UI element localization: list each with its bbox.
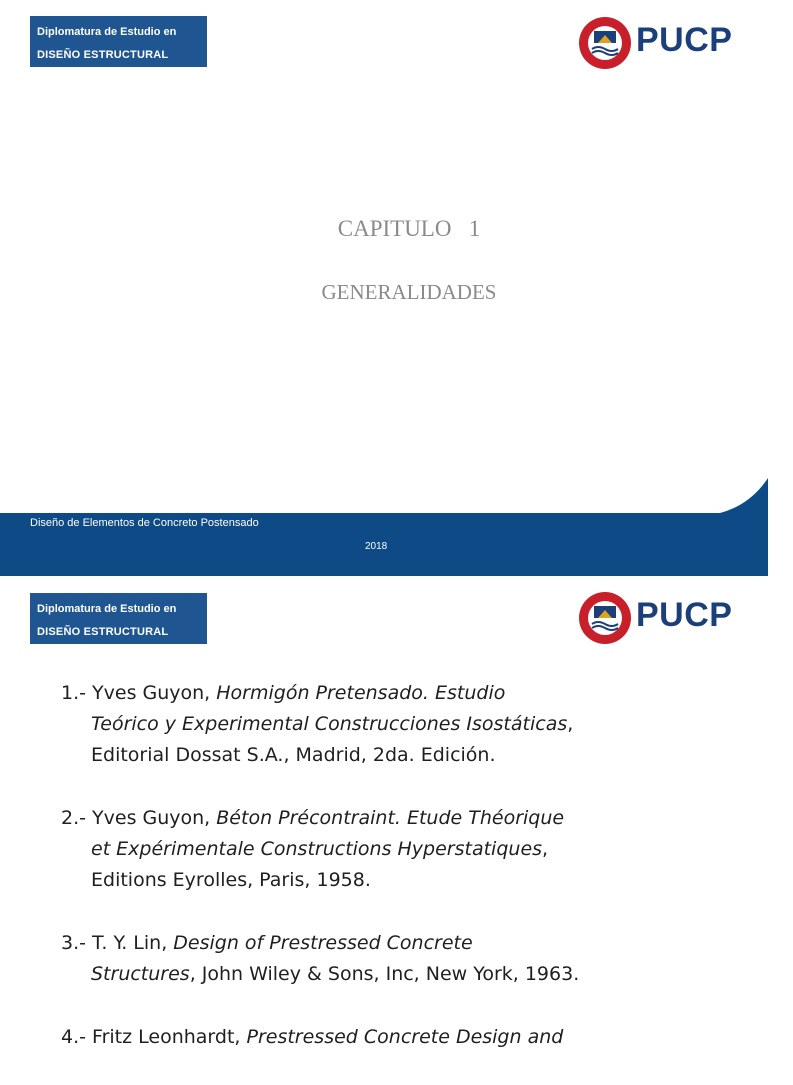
program-line2: DISEÑO ESTRUCTURAL: [37, 49, 169, 61]
pucp-seal-icon: [578, 591, 632, 645]
footer-year: 2018: [365, 541, 388, 552]
reference-list: [61, 678, 741, 1085]
reference-item: [61, 1022, 741, 1053]
reference-line: [61, 1022, 741, 1053]
reference-line: [61, 834, 741, 865]
reference-punct: ,: [542, 838, 549, 860]
reference-punct: ,: [567, 713, 574, 735]
reference-title: et Expérimentale Constructions Hyperstatiques: [91, 838, 543, 860]
slide-references: [0, 576, 768, 1048]
footer-course: Diseño de Elementos de Concreto Postensado: [30, 517, 259, 529]
reference-line: [61, 959, 741, 990]
reference-item: [61, 928, 741, 990]
reference-line: [61, 803, 741, 834]
reference-item: [61, 678, 741, 771]
reference-publisher: Editions Eyrolles, Paris, 1958.: [91, 869, 371, 891]
program-line1: Diplomatura de Estudio en: [37, 603, 177, 615]
reference-prefix: 1.- Yves Guyon,: [61, 682, 217, 704]
reference-title: Hormigón Pretensado. Estudio: [216, 682, 506, 704]
program-badge: [30, 593, 207, 644]
reference-line: [61, 678, 741, 709]
program-line1: Diplomatura de Estudio en: [37, 26, 177, 38]
reference-item: [61, 803, 741, 896]
reference-title: Prestressed Concrete Design and: [246, 1026, 564, 1048]
pucp-wordmark: PUCP: [636, 596, 733, 634]
reference-publisher: , John Wiley & Sons, Inc, New York, 1963.: [189, 963, 580, 985]
reference-prefix: 4.- Fritz Leonhardt,: [61, 1026, 247, 1048]
reference-title: Béton Précontraint. Etude Théorique: [216, 807, 565, 829]
reference-line: [61, 928, 741, 959]
reference-title: Teórico y Experimental Construcciones Isostáticas: [91, 713, 568, 735]
chapter-subtitle: GENERALIDADES: [321, 280, 497, 304]
reference-line: [61, 709, 741, 740]
reference-title: Structures: [91, 963, 190, 985]
program-line2: DISEÑO ESTRUCTURAL: [37, 626, 169, 638]
pucp-logo: [578, 591, 750, 649]
chapter-title: CAPITULO 1: [337, 216, 481, 241]
reference-prefix: 2.- Yves Guyon,: [61, 807, 217, 829]
reference-title: Design of Prestressed Concrete: [173, 932, 473, 954]
reference-prefix: 3.- T. Y. Lin,: [61, 932, 174, 954]
reference-publisher: Editorial Dossat S.A., Madrid, 2da. Edición.: [91, 744, 496, 766]
pucp-wordmark: PUCP: [636, 21, 733, 59]
